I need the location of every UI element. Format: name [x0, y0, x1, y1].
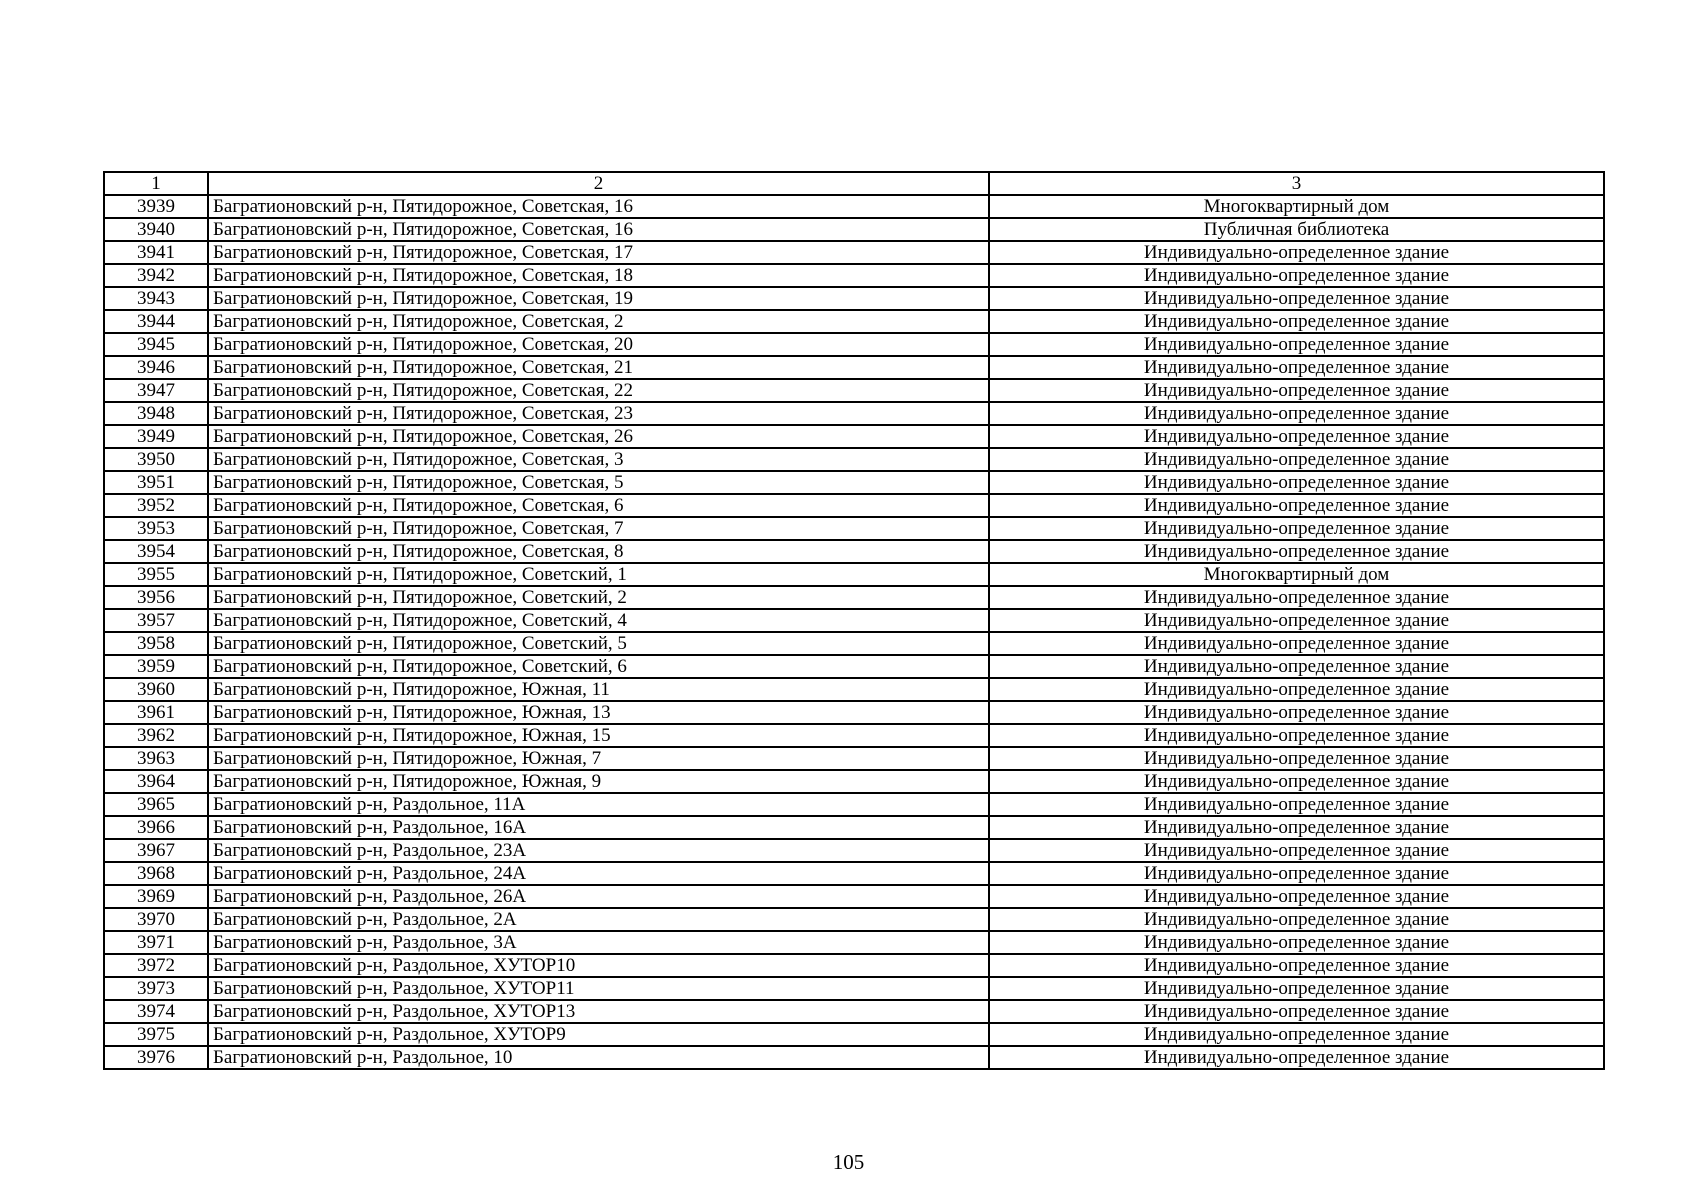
row-number-cell: 3966 — [104, 816, 208, 839]
address-cell: Багратионовский р-н, Раздольное, ХУТОР10 — [208, 954, 989, 977]
row-number-cell: 3952 — [104, 494, 208, 517]
building-type-cell: Индивидуально-определенное здание — [989, 540, 1604, 563]
table-row — [104, 839, 1604, 862]
building-type-cell: Индивидуально-определенное здание — [989, 701, 1604, 724]
building-type-cell: Индивидуально-определенное здание — [989, 425, 1604, 448]
address-cell: Багратионовский р-н, Раздольное, 3А — [208, 931, 989, 954]
table-row — [104, 448, 1604, 471]
table-row — [104, 241, 1604, 264]
table-row — [104, 1000, 1604, 1023]
address-cell: Багратионовский р-н, Пятидорожное, Южная, 7 — [208, 747, 989, 770]
address-cell: Багратионовский р-н, Раздольное, ХУТОР13 — [208, 1000, 989, 1023]
address-cell: Багратионовский р-н, Раздольное, 16А — [208, 816, 989, 839]
row-number-cell: 3975 — [104, 1023, 208, 1046]
row-number-cell: 3964 — [104, 770, 208, 793]
table-row — [104, 264, 1604, 287]
table-row — [104, 333, 1604, 356]
address-cell: Багратионовский р-н, Пятидорожное, Советская, 2 — [208, 310, 989, 333]
building-type-cell: Индивидуально-определенное здание — [989, 632, 1604, 655]
building-type-cell: Индивидуально-определенное здание — [989, 471, 1604, 494]
row-number-cell: 3970 — [104, 908, 208, 931]
row-number-cell: 3946 — [104, 356, 208, 379]
table-row — [104, 563, 1604, 586]
row-number-cell: 3947 — [104, 379, 208, 402]
table-row — [104, 885, 1604, 908]
row-number-cell: 3973 — [104, 977, 208, 1000]
table-row — [104, 908, 1604, 931]
address-cell: Багратионовский р-н, Пятидорожное, Южная, 13 — [208, 701, 989, 724]
row-number-cell: 3961 — [104, 701, 208, 724]
building-type-cell: Индивидуально-определенное здание — [989, 517, 1604, 540]
building-type-cell: Индивидуально-определенное здание — [989, 402, 1604, 425]
header-cell-type: 3 — [989, 172, 1604, 195]
table-row — [104, 287, 1604, 310]
building-type-cell: Индивидуально-определенное здание — [989, 678, 1604, 701]
building-type-cell: Индивидуально-определенное здание — [989, 816, 1604, 839]
table-row — [104, 977, 1604, 1000]
row-number-cell: 3960 — [104, 678, 208, 701]
row-number-cell: 3969 — [104, 885, 208, 908]
table-row — [104, 747, 1604, 770]
building-type-cell: Индивидуально-определенное здание — [989, 954, 1604, 977]
building-type-cell: Индивидуально-определенное здание — [989, 931, 1604, 954]
building-type-cell: Индивидуально-определенное здание — [989, 977, 1604, 1000]
building-type-cell: Индивидуально-определенное здание — [989, 1023, 1604, 1046]
address-cell: Багратионовский р-н, Пятидорожное, Советская, 7 — [208, 517, 989, 540]
row-number-cell: 3939 — [104, 195, 208, 218]
building-type-cell: Индивидуально-определенное здание — [989, 839, 1604, 862]
table-row — [104, 195, 1604, 218]
table-row — [104, 816, 1604, 839]
table-row — [104, 1046, 1604, 1069]
address-cell: Багратионовский р-н, Пятидорожное, Советская, 6 — [208, 494, 989, 517]
table-row — [104, 793, 1604, 816]
table-row — [104, 862, 1604, 885]
table-row — [104, 586, 1604, 609]
table-row — [104, 540, 1604, 563]
building-type-cell: Индивидуально-определенное здание — [989, 356, 1604, 379]
header-cell-address: 2 — [208, 172, 989, 195]
address-cell: Багратионовский р-н, Пятидорожное, Советская, 17 — [208, 241, 989, 264]
address-cell: Багратионовский р-н, Пятидорожное, Советская, 5 — [208, 471, 989, 494]
row-number-cell: 3963 — [104, 747, 208, 770]
building-type-cell: Индивидуально-определенное здание — [989, 241, 1604, 264]
building-type-cell: Индивидуально-определенное здание — [989, 448, 1604, 471]
page-number: 105 — [832, 1150, 865, 1174]
table-row — [104, 655, 1604, 678]
address-cell: Багратионовский р-н, Пятидорожное, Советский, 1 — [208, 563, 989, 586]
address-cell: Багратионовский р-н, Раздольное, 10 — [208, 1046, 989, 1069]
address-cell: Багратионовский р-н, Пятидорожное, Советская, 16 — [208, 195, 989, 218]
registry-table — [103, 171, 1605, 1070]
building-type-cell: Индивидуально-определенное здание — [989, 885, 1604, 908]
row-number-cell: 3944 — [104, 310, 208, 333]
table-row — [104, 1023, 1604, 1046]
table-row — [104, 471, 1604, 494]
address-cell: Багратионовский р-н, Раздольное, 11А — [208, 793, 989, 816]
building-type-cell: Индивидуально-определенное здание — [989, 908, 1604, 931]
address-cell: Багратионовский р-н, Пятидорожное, Южная, 15 — [208, 724, 989, 747]
address-cell: Багратионовский р-н, Пятидорожное, Советская, 19 — [208, 287, 989, 310]
address-cell: Багратионовский р-н, Раздольное, ХУТОР11 — [208, 977, 989, 1000]
address-cell: Багратионовский р-н, Пятидорожное, Южная, 11 — [208, 678, 989, 701]
building-type-cell: Индивидуально-определенное здание — [989, 724, 1604, 747]
building-type-cell: Многоквартирный дом — [989, 563, 1604, 586]
building-type-cell: Индивидуально-определенное здание — [989, 333, 1604, 356]
address-cell: Багратионовский р-н, Пятидорожное, Советская, 8 — [208, 540, 989, 563]
building-type-cell: Индивидуально-определенное здание — [989, 379, 1604, 402]
address-cell: Багратионовский р-н, Пятидорожное, Советская, 22 — [208, 379, 989, 402]
address-cell: Багратионовский р-н, Раздольное, 23А — [208, 839, 989, 862]
address-cell: Багратионовский р-н, Раздольное, ХУТОР9 — [208, 1023, 989, 1046]
building-type-cell: Индивидуально-определенное здание — [989, 1046, 1604, 1069]
address-cell: Багратионовский р-н, Пятидорожное, Советская, 20 — [208, 333, 989, 356]
building-type-cell: Индивидуально-определенное здание — [989, 793, 1604, 816]
table-row — [104, 678, 1604, 701]
address-cell: Багратионовский р-н, Раздольное, 2А — [208, 908, 989, 931]
row-number-cell: 3958 — [104, 632, 208, 655]
address-cell: Багратионовский р-н, Раздольное, 24А — [208, 862, 989, 885]
table-row — [104, 724, 1604, 747]
row-number-cell: 3955 — [104, 563, 208, 586]
address-cell: Багратионовский р-н, Раздольное, 26А — [208, 885, 989, 908]
address-cell: Багратионовский р-н, Пятидорожное, Южная, 9 — [208, 770, 989, 793]
row-number-cell: 3948 — [104, 402, 208, 425]
row-number-cell: 3941 — [104, 241, 208, 264]
row-number-cell: 3968 — [104, 862, 208, 885]
row-number-cell: 3953 — [104, 517, 208, 540]
table-row — [104, 402, 1604, 425]
table-header-row — [104, 172, 1604, 195]
building-type-cell: Индивидуально-определенное здание — [989, 494, 1604, 517]
building-type-cell: Индивидуально-определенное здание — [989, 747, 1604, 770]
building-type-cell: Индивидуально-определенное здание — [989, 287, 1604, 310]
building-type-cell: Индивидуально-определенное здание — [989, 1000, 1604, 1023]
row-number-cell: 3971 — [104, 931, 208, 954]
table-row — [104, 931, 1604, 954]
table-row — [104, 494, 1604, 517]
row-number-cell: 3957 — [104, 609, 208, 632]
table-row — [104, 609, 1604, 632]
table-row — [104, 425, 1604, 448]
building-type-cell: Публичная библиотека — [989, 218, 1604, 241]
row-number-cell: 3974 — [104, 1000, 208, 1023]
address-cell: Багратионовский р-н, Пятидорожное, Советский, 2 — [208, 586, 989, 609]
table-row — [104, 310, 1604, 333]
row-number-cell: 3943 — [104, 287, 208, 310]
table-row — [104, 517, 1604, 540]
row-number-cell: 3976 — [104, 1046, 208, 1069]
table-row — [104, 701, 1604, 724]
table-body — [104, 172, 1604, 1069]
row-number-cell: 3959 — [104, 655, 208, 678]
building-type-cell: Индивидуально-определенное здание — [989, 770, 1604, 793]
building-type-cell: Индивидуально-определенное здание — [989, 310, 1604, 333]
building-type-cell: Индивидуально-определенное здание — [989, 655, 1604, 678]
row-number-cell: 3972 — [104, 954, 208, 977]
address-cell: Багратионовский р-н, Пятидорожное, Советская, 23 — [208, 402, 989, 425]
table-row — [104, 954, 1604, 977]
building-type-cell: Индивидуально-определенное здание — [989, 586, 1604, 609]
address-cell: Багратионовский р-н, Пятидорожное, Советская, 16 — [208, 218, 989, 241]
address-cell: Багратионовский р-н, Пятидорожное, Советская, 26 — [208, 425, 989, 448]
header-cell-number: 1 — [104, 172, 208, 195]
address-cell: Багратионовский р-н, Пятидорожное, Советская, 21 — [208, 356, 989, 379]
table-row — [104, 218, 1604, 241]
address-cell: Багратионовский р-н, Пятидорожное, Советская, 3 — [208, 448, 989, 471]
building-type-cell: Индивидуально-определенное здание — [989, 609, 1604, 632]
table-row — [104, 770, 1604, 793]
table-row — [104, 356, 1604, 379]
address-cell: Багратионовский р-н, Пятидорожное, Советский, 5 — [208, 632, 989, 655]
building-type-cell: Индивидуально-определенное здание — [989, 264, 1604, 287]
address-cell: Багратионовский р-н, Пятидорожное, Советский, 4 — [208, 609, 989, 632]
address-cell: Багратионовский р-н, Пятидорожное, Советская, 18 — [208, 264, 989, 287]
row-number-cell: 3945 — [104, 333, 208, 356]
row-number-cell: 3949 — [104, 425, 208, 448]
row-number-cell: 3950 — [104, 448, 208, 471]
building-type-cell: Индивидуально-определенное здание — [989, 862, 1604, 885]
row-number-cell: 3951 — [104, 471, 208, 494]
row-number-cell: 3942 — [104, 264, 208, 287]
row-number-cell: 3954 — [104, 540, 208, 563]
building-type-cell: Многоквартирный дом — [989, 195, 1604, 218]
row-number-cell: 3965 — [104, 793, 208, 816]
row-number-cell: 3940 — [104, 218, 208, 241]
row-number-cell: 3956 — [104, 586, 208, 609]
table-row — [104, 379, 1604, 402]
table-row — [104, 632, 1604, 655]
address-cell: Багратионовский р-н, Пятидорожное, Советский, 6 — [208, 655, 989, 678]
row-number-cell: 3967 — [104, 839, 208, 862]
row-number-cell: 3962 — [104, 724, 208, 747]
